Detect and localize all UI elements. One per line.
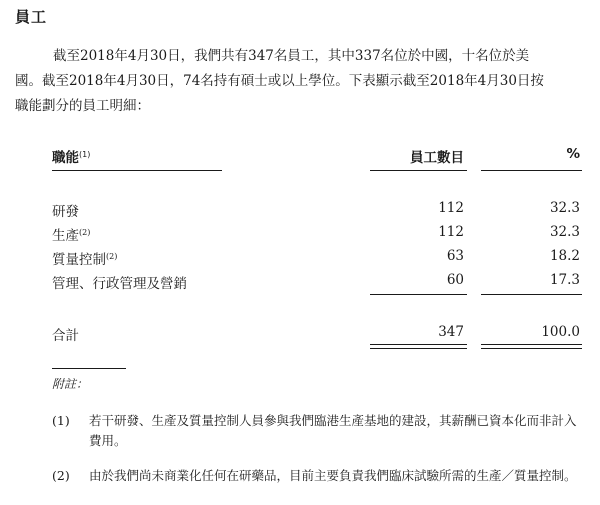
row-function: 質量控制 — [52, 252, 106, 268]
header-function: 職能$^{(1)}$ — [52, 150, 91, 166]
table-row — [52, 224, 582, 246]
row-percent: 18.2 — [549, 248, 580, 264]
employee-paragraph — [15, 44, 583, 119]
row-percent: 32.3 — [549, 200, 580, 216]
total-percent: 100.0 — [541, 324, 580, 340]
paragraph-line-1: 截至2018年4月30日，我們共有347名員工，其中337名位於中國，十名位於美 — [53, 48, 530, 64]
row-note: (2) — [79, 228, 91, 237]
row-function: 管理、行政管理及營銷 — [52, 276, 187, 292]
notes-title: 附註： — [52, 377, 89, 391]
table-row — [52, 248, 582, 270]
total-double-rule-count — [370, 344, 467, 349]
row-count: 63 — [446, 248, 464, 264]
subtotal-rule-count — [370, 294, 467, 295]
table-total-row — [52, 324, 582, 346]
total-count: 347 — [438, 324, 464, 340]
notes-divider — [52, 368, 126, 369]
row-percent: 32.3 — [549, 224, 580, 240]
footnote-1 — [52, 411, 582, 453]
paragraph-line-3: 職能劃分的員工明細： — [15, 98, 150, 114]
subtotal-rule-percent — [481, 294, 582, 295]
footnote-number: (2) — [52, 468, 70, 483]
header-count: 員工數目 — [410, 150, 464, 166]
row-note: (2) — [106, 252, 118, 261]
table-header-row — [52, 146, 582, 168]
footnote-2 — [52, 466, 582, 488]
row-count: 112 — [438, 200, 464, 216]
row-function: 研發 — [52, 204, 79, 220]
table-row — [52, 200, 582, 222]
total-double-rule-percent — [481, 344, 582, 349]
header-rule-percent — [481, 170, 582, 171]
row-function: 生產 — [52, 228, 79, 244]
header-function-note: (1) — [79, 150, 91, 159]
footnote-text: 由於我們尚未商業化任何在研藥品，目前主要負責我們臨床試驗所需的生產／質量控制。 — [89, 468, 577, 483]
header-rule-function — [52, 170, 222, 171]
footnote-number: (1) — [52, 413, 70, 428]
header-rule-count — [370, 170, 467, 171]
row-count: 60 — [446, 272, 464, 288]
footnote-text: 若干研發、生產及質量控制人員參與我們臨港生產基地的建設，其薪酬已資本化而非計入費用。 — [89, 413, 577, 448]
header-percent: % — [566, 146, 580, 162]
total-label: 合計 — [52, 328, 79, 344]
row-count: 112 — [438, 224, 464, 240]
row-percent: 17.3 — [549, 272, 580, 288]
table-row — [52, 272, 582, 294]
paragraph-line-2: 國。截至2018年4月30日，74名持有碩士或以上學位。下表顯示截至2018年4月30日按 — [15, 73, 544, 89]
section-title: 員工 — [15, 8, 48, 26]
